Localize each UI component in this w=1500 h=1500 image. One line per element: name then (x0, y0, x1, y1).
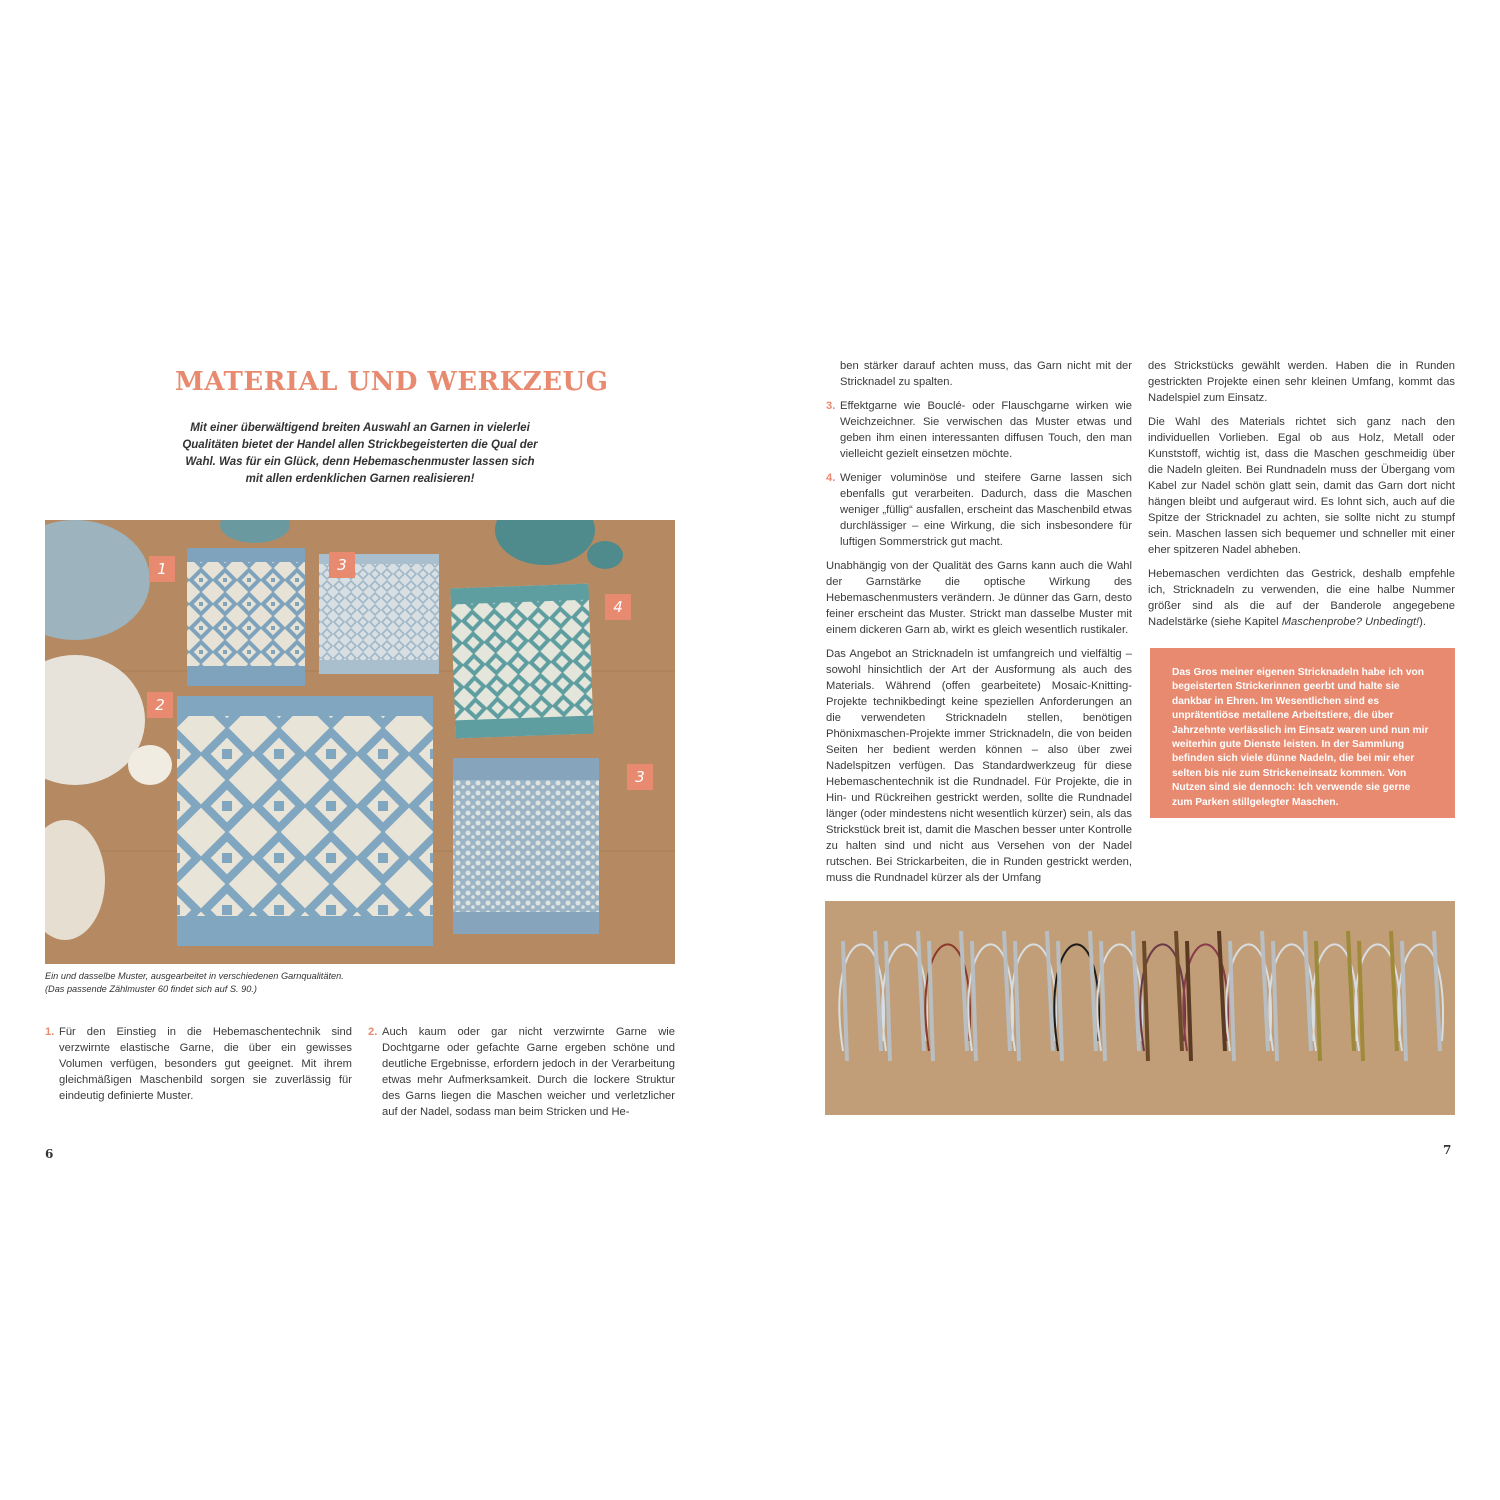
photo-label-3-top: 3 (329, 552, 355, 578)
list-item-1 (45, 1024, 352, 1104)
yarn-swatches-photo (45, 520, 675, 964)
photo-label-4: 4 (605, 594, 631, 620)
swatches-illustration (45, 520, 675, 964)
page-title: MATERIAL UND WERKZEUG (175, 367, 609, 397)
needle-size-text: Hebemaschen verdichten das Gestrick, deshalb empfehle ich, Stricknadeln zu verwenden, die eine halbe Nummer größer sind als die auf der Banderole angegebene Nadelstärke (siehe Kapitel (1148, 568, 1455, 628)
needle-size-end: ). (1419, 616, 1426, 628)
list-item-3 (826, 398, 1132, 462)
photo-label-1: 1 (149, 556, 175, 582)
item-text-2: Auch kaum oder gar nicht verzwirnte Garne wie Dochtgarne oder gefachte Garne ergeben schöne und deutliche Ergebnisse, erfordern jedoch in der Verarbeitung etwas mehr Aufmerksamkeit. Durch die lockere Struktur des Garns liegen die Maschen weicher und verletzlicher auf der Nadel, sodass man beim Stricken und He- (382, 1026, 675, 1118)
list-item-4 (826, 470, 1132, 550)
info-box (1150, 648, 1455, 818)
list-item-2 (368, 1024, 675, 1120)
paragraph-needle-size (1148, 566, 1455, 630)
paragraph-needles: Das Angebot an Stricknadeln ist umfangreich und vielfältig – sowohl hinsichtlich der Art der Ausformung als auch des Materials. Während (offen gearbeitete) Mosaic-Knitting-Projekte technikbedingt keine speziellen Anforderungen an die verwendeten Stricknadeln stellen, benötigen Phönixmaschen-Projekte immer Stricknadeln, die von beiden Seiten her bedient werden können – also über zwei Nadelspitzen verfügen. Das Standardwerkzeug für diese Hebemaschentechnik ist die Rundnadel. Für Projekte, die in Hin- und Rückreihen gestrickt werden, sollte die Rundnadel länger (oder mindestens nicht wesentlich kürzer) sein, als das Strickstück breit ist, damit die Maschen besser unter Kontrolle zu halten sind und nicht aus Versehen von der Nadel rutschen. Bei Strickarbeiten, die in Runden gestrickt werden, muss die Rundnadel kürzer als der Umfang (826, 648, 1132, 884)
continued-text: ben stärker darauf achten muss, das Garn nicht mit der Stricknadel zu spalten. (840, 360, 1132, 388)
right-column-2 (1148, 358, 1455, 638)
item-number-1: 1. (45, 1026, 55, 1038)
knitting-needles-photo (825, 901, 1455, 1115)
photo-caption: Ein und dasselbe Muster, ausgearbeitet in verschiedenen Garnqualitäten. (Das passende Zählmuster 60 findet sich auf S. 90.) (45, 971, 344, 994)
item-number-2: 2. (368, 1026, 378, 1038)
page-number-right: 7 (1443, 1143, 1452, 1157)
item-number-4: 4. (826, 472, 836, 484)
info-box-text: Das Gros meiner eigenen Stricknadeln habe ich von begeisterten Strickerinnen geerbt und halte sie dankbar in Ehren. Im Wesentlichen sind es unprätentiöse metallene Arbeitstiere, die über Jahrzehnte verlässlich im Einsatz waren und nun mir weiterhin gute Dienste leisten. In der Sammlung befinden sich viele dünne Nadeln, die bei mir eher selten bis nie zum Strickeneinsatz kommen. Von Nutzen sind sie dennoch: Ich verwende sie gerne zum Parken stillgelegter Maschen. (1172, 667, 1429, 808)
paragraph-rounds: des Strickstücks gewählt werden. Haben die in Runden gestrickten Projekte einen sehr kleinen Umfang, kommt das Nadelspiel zum Einsatz. (1148, 360, 1455, 404)
page-number-left: 6 (45, 1147, 54, 1161)
right-column-1 (826, 358, 1132, 894)
needles-illustration (825, 901, 1455, 1115)
photo-label-3-bottom: 3 (627, 764, 653, 790)
item-number-3: 3. (826, 400, 836, 412)
photo-label-2: 2 (147, 692, 173, 718)
item-text-1: Für den Einstieg in die Hebemaschentechnik sind verzwirnte elastische Garne, die über ein gewisses Volumen verfügen, besonders gut geeignet. Mit ihrem gleichmäßigen Maschenbild sorgen sie zuverlässig für eindeutig definierte Muster. (59, 1026, 352, 1102)
paragraph-material: Die Wahl des Materials richtet sich ganz nach den individuellen Vorlieben. Egal ob aus Holz, Metall oder Kunststoff, wichtig ist, dass die Maschen geschmeidig über die Nadeln gleiten. Bei Rundnadeln muss der Übergang vom Kabel zur Nadel schön glatt sein, damit das Garn dort nicht hängen bleibt und aufgeraut wird. Es lohnt sich, auch auf die Spitze der Stricknadel zu achten, sie sollte nicht zu stumpf sein. Maschen lassen sich bequemer und schneller mit einer eher spitzeren Nadel abheben. (1148, 416, 1455, 556)
chapter-reference: Maschenprobe? Unbedingt! (1281, 616, 1420, 628)
item-text-3: Effektgarne wie Bouclé- oder Flauschgarne wirken wie Weichzeichner. Sie verwischen das Muster etwas und geben ihm einen interessanten diffusen Touch, den man vielleicht gezielt einsetzen möchte. (840, 400, 1132, 460)
paragraph-yarn-thickness: Unabhängig von der Qualität des Garns kann auch die Wahl der Garnstärke die optische Wirkung des Hebemaschenmusters verändern. Je dünner das Garn, desto feiner erscheint das Muster. Strickt man dasselbe Muster mit einem dickeren Garn ab, wirkt es gleich wesentlich rustikaler. (826, 560, 1132, 636)
item-text-4: Weniger voluminöse und steifere Garne lassen sich ebenfalls gut verarbeiten. Dadurch, dass die Maschen weniger „füllig“ ausfallen, erscheint das Maschenbild etwas durchlässiger – eine Wirkung, die sich insbesondere für luftigen Sommerstrick gut macht. (840, 472, 1132, 548)
intro-text: Mit einer überwältigend breiten Auswahl an Garnen in vielerlei Qualitäten bietet der Handel allen Strickbegeisterten die Qual der Wahl. Was für ein Glück, denn Hebemaschenmuster lassen sich mit allen erdenklichen Garnen realisieren! (182, 422, 538, 485)
